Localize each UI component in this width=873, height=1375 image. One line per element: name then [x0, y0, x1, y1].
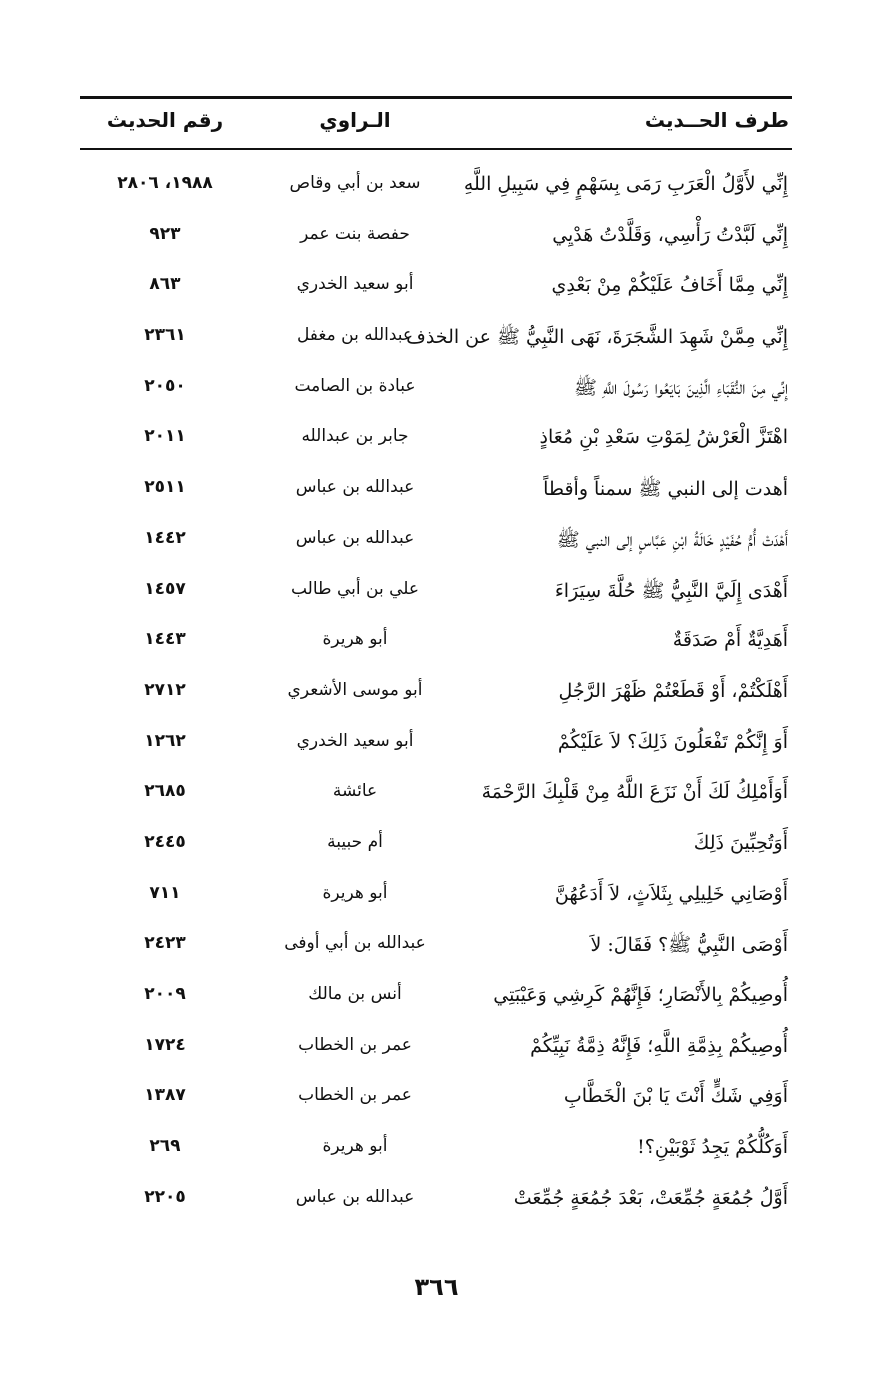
- table-row: [80, 822, 792, 873]
- hadith-text: إِنِّي لأَوَّلُ الْعَرَبِ رَمَى بِسَهْمٍ فِي سَبِيلِ اللَّهِ: [463, 173, 788, 195]
- table-row: [80, 416, 792, 467]
- table-row: [80, 1025, 792, 1076]
- table-row: [80, 315, 792, 366]
- hadith-text: أَوْصَانِي خَلِيلِي بِثَلاَثٍ، لاَ أَدَعُهُنَّ: [554, 882, 788, 905]
- narrator-name: عبدالله بن أبي أوفى: [284, 933, 426, 954]
- hadith-number: ٢٧١٢: [144, 679, 186, 700]
- narrator-name: أبو سعيد الخدري: [296, 274, 414, 295]
- table-row: [80, 518, 792, 569]
- hadith-number: ٢٦٩: [149, 1136, 181, 1157]
- hadith-number: ١٤٤٢: [144, 527, 186, 548]
- header-rule: [80, 148, 792, 150]
- narrator-name: حفصة بنت عمر: [300, 223, 410, 244]
- hadith-number: ١٩٨٨، ٢٨٠٦: [117, 173, 213, 193]
- table-row: [80, 619, 792, 670]
- hadith-text: أَهْدَى إِلَيَّ النَّبِيُّ ﷺ حُلَّةَ سِيَرَاءَ: [554, 579, 788, 602]
- hadith-text: أَوَّلُ جُمُعَةٍ جُمِّعَتْ، بَعْدَ جُمُعَةٍ جُمِّعَتْ: [513, 1186, 788, 1209]
- hadith-number: ١٤٥٧: [144, 578, 186, 599]
- hadith-number: ٢٤٢٣: [144, 933, 186, 954]
- hadith-text: أَوْصَى النَّبِيُّ ﷺ؟ فَقَالَ: لاَ: [590, 934, 788, 957]
- narrator-name: عبدالله بن عباس: [295, 477, 415, 498]
- hadith-number: ١٣٨٧: [144, 1085, 186, 1106]
- hadith-text: إِنِّي مِمَّنْ شَهِدَ الشَّجَرَةَ، نَهَى النَّبِيُّ ﷺ عن الخذف: [406, 326, 788, 349]
- hadith-text: أَهْلَكْتُمْ، أَوْ قَطَعْتُمْ ظَهْرَ الرَّجُلِ: [558, 679, 788, 702]
- header-narrator: الـراوي: [319, 108, 391, 132]
- hadith-number: ٢٠٠٩: [144, 984, 186, 1004]
- narrator-name: أبو موسى الأشعري: [287, 679, 423, 700]
- hadith-text: أهدت إلى النبي ﷺ سمناً وأقطاً: [543, 478, 788, 501]
- hadith-text: أَوَفِي شَكٍّ أَنْتَ يَا بْنَ الْخَطَّابِ: [563, 1085, 788, 1108]
- narrator-name: أم حبيبة: [327, 831, 383, 852]
- hadith-number: ٢٠٥٠: [144, 375, 186, 396]
- narrator-name: أبو هريرة: [322, 629, 388, 650]
- hadith-number: ٢٣٦١: [144, 325, 186, 346]
- hadith-number: ٩٢٣: [149, 223, 181, 244]
- hadith-number: ٢٥١١: [144, 477, 186, 498]
- hadith-text: أَهْدَتْ أُمُّ حُفَيْدٍ خَالَةُ ابْنِ عَبَّاسٍ إلى النبي ﷺ: [556, 528, 788, 551]
- hadith-text: إِنِّي لَبَّدْتُ رَأْسِي، وَقَلَّدْتُ هَدْيِي: [552, 223, 788, 246]
- hadith-number: ٨٦٣: [149, 274, 181, 295]
- hadith-text: أَوَ إِنَّكُمْ تَفْعَلُونَ ذَلِكَ؟ لاَ عَلَيْكُمْ: [557, 730, 788, 753]
- table-row: [80, 366, 792, 417]
- hadith-number: ٢٢٠٥: [144, 1186, 186, 1207]
- hadith-number: ١٤٤٣: [144, 629, 186, 650]
- table-row: [80, 163, 792, 214]
- table-row: [80, 721, 792, 772]
- hadith-number: ٢٠١١: [144, 426, 186, 447]
- header-number: رقم الحديث: [106, 108, 224, 132]
- table-row: [80, 923, 792, 974]
- narrator-name: عبدالله بن مغفل: [296, 325, 414, 346]
- narrator-name: علي بن أبي طالب: [290, 578, 420, 599]
- hadith-text: اهْتَزَّ الْعَرْشُ لِمَوْتِ سَعْدِ بْنِ مُعَاذٍ: [539, 426, 788, 449]
- table-row: [80, 771, 792, 822]
- table-row: [80, 1126, 792, 1177]
- hadith-text: إِنِّي مِمَّا أَخَافُ عَلَيْكُمْ مِنْ بَعْدِي: [551, 274, 788, 297]
- table-row: [80, 264, 792, 315]
- header-hadith: طرف الحــديث: [644, 108, 789, 132]
- narrator-name: عبدالله بن عباس: [295, 1186, 415, 1207]
- narrator-name: أنس بن مالك: [308, 984, 402, 1004]
- hadith-number: ١٧٢٤: [144, 1034, 186, 1055]
- hadith-text: أُوصِيكُمْ بِذِمَّةِ اللَّهِ؛ فَإِنَّهُ ذِمَّةُ نَبِيِّكُمْ: [530, 1034, 788, 1057]
- narrator-name: عبدالله بن عباس: [295, 527, 415, 548]
- narrator-name: عمر بن الخطاب: [298, 1085, 412, 1106]
- narrator-name: عائشة: [332, 781, 378, 802]
- narrator-name: أبو سعيد الخدري: [296, 730, 414, 751]
- top-rule: [80, 96, 792, 99]
- hadith-number: ١٢٦٢: [144, 730, 186, 751]
- hadith-text: إِنِّي مِنَ النُّقَبَاءِ الَّذِينَ بَايَعُوا رَسُولَ اللَّهِ ﷺ: [574, 376, 788, 399]
- table-row: [80, 467, 792, 518]
- hadith-text: أَهَدِيَّةٌ أَمْ صَدَقَةٌ: [672, 629, 788, 652]
- narrator-name: سعد بن أبي وقاص: [289, 173, 421, 193]
- table-row: [80, 873, 792, 924]
- table-row: [80, 670, 792, 721]
- narrator-name: أبو هريرة: [322, 882, 388, 903]
- hadith-text: أَوَكُلُّكُمْ يَجِدُ ثَوْبَيْنِ؟!: [637, 1136, 788, 1159]
- hadith-index-table: [80, 163, 792, 1227]
- narrator-name: عبادة بن الصامت: [294, 375, 416, 396]
- narrator-name: عمر بن الخطاب: [298, 1034, 412, 1055]
- table-row: [80, 569, 792, 620]
- table-row: [80, 1177, 792, 1228]
- hadith-text: أَوَأَمْلِكُ لَكَ أَنْ نَزَعَ اللَّهُ مِنْ قَلْبِكَ الرَّحْمَةَ: [481, 781, 788, 804]
- hadith-number: ٢٤٤٥: [144, 831, 186, 852]
- page-number: ٣٦٦: [414, 1273, 459, 1301]
- hadith-number: ٧١١: [149, 882, 181, 903]
- table-row: [80, 1075, 792, 1126]
- hadith-number: ٢٦٨٥: [144, 781, 186, 802]
- hadith-text: أُوصِيكُمْ بِالأَنْصَارِ؛ فَإِنَّهُمْ كَرِشِي وَعَيْبَتِي: [493, 984, 788, 1006]
- hadith-text: أَوَتُحِبِّينَ ذَلِكَ: [693, 831, 788, 854]
- narrator-name: أبو هريرة: [322, 1136, 388, 1157]
- narrator-name: جابر بن عبدالله: [301, 426, 409, 447]
- table-row: [80, 974, 792, 1025]
- table-row: [80, 214, 792, 265]
